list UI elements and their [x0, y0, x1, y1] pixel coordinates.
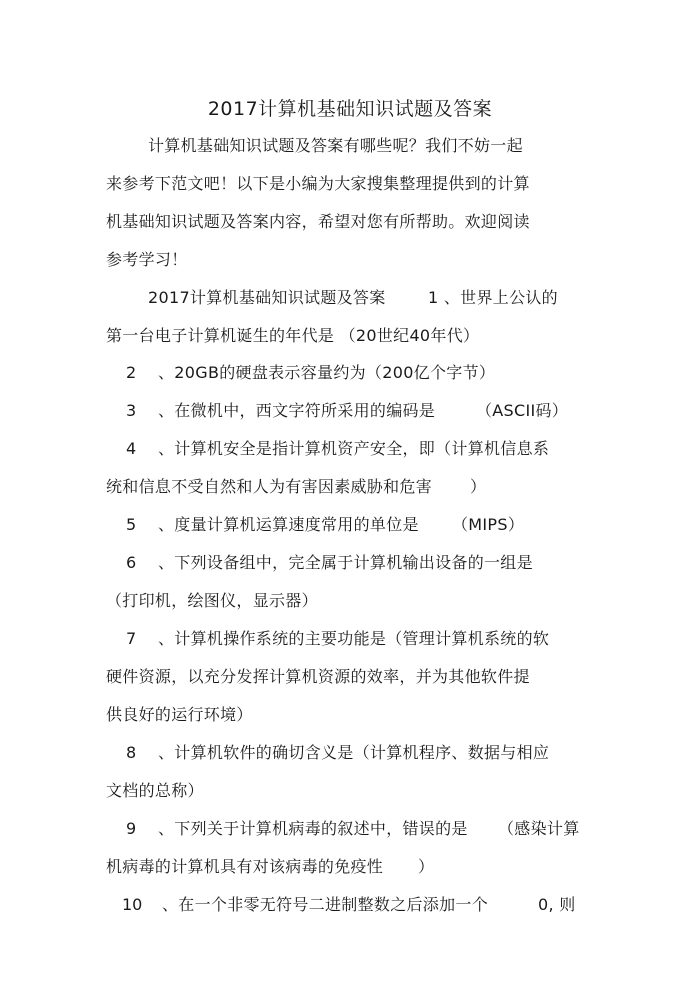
intro-line-2: 来参考下范文吧！以下是小编为大家搜集整理提供到的计算: [106, 174, 530, 193]
q9-text-line-2: 机病毒的计算机具有对该病毒的免疫性: [106, 857, 384, 876]
q7-text-line-3: 供良好的运行环境）: [106, 705, 253, 724]
q10-text: 、在一个非零无符号二进制整数之后添加一个: [162, 895, 489, 914]
q10-text-tail: 0, 则: [538, 895, 576, 914]
q8-text-line-2: 文档的总称）: [106, 781, 204, 800]
q6-answer: （打印机，绘图仪，显示器）: [106, 591, 318, 610]
q7-number: 7: [126, 629, 137, 648]
q5-answer: （MIPS）: [452, 515, 525, 534]
q5-text: 、度量计算机运算速度常用的单位是: [158, 515, 419, 534]
q3-text: 、在微机中，西文字符所采用的编码是: [158, 401, 436, 420]
q2-text: 、20GB的硬盘表示容量约为（200亿个字节）: [158, 363, 496, 382]
q4-text-line-2: 统和信息不受自然和人为有害因素威胁和危害: [106, 477, 433, 496]
q6-text: 、下列设备组中，完全属于计算机输出设备的一组是: [158, 553, 533, 572]
q8-text: 、计算机软件的确切含义是（计算机程序、数据与相应: [158, 743, 550, 762]
q4-text: 、计算机安全是指计算机资产安全，即（计算机信息系: [158, 439, 550, 458]
q3-answer: （ASCII码）: [476, 401, 569, 420]
q5-number: 5: [126, 515, 137, 534]
q3-number: 3: [126, 401, 137, 420]
q2-number: 2: [126, 363, 137, 382]
q1-question-start: 1 、世界上公认的: [428, 288, 558, 307]
q9-number: 9: [126, 819, 137, 838]
intro-line-4: 参考学习！: [106, 250, 188, 269]
q7-text-line-2: 硬件资源，以充分发挥计算机资源的效率，并为其他软件提: [106, 667, 530, 686]
q1-heading: 2017计算机基础知识试题及答案: [148, 288, 386, 307]
intro-line-3: 机基础知识试题及答案内容，希望对您有所帮助。欢迎阅读: [106, 212, 530, 231]
q1-question-rest: 第一台电子计算机诞生的年代是 （20世纪40年代）: [106, 326, 480, 345]
q9-text: 、下列关于计算机病毒的叙述中，错误的是: [158, 819, 468, 838]
q9-answer-start: （感染计算: [498, 819, 580, 838]
q10-number: 10: [122, 895, 143, 914]
q8-number: 8: [126, 743, 137, 762]
intro-line-1: 计算机基础知识试题及答案有哪些呢？我们不妨一起: [148, 136, 523, 155]
document-title: 2017计算机基础知识试题及答案: [207, 98, 493, 120]
q9-close-paren: ）: [418, 857, 435, 876]
q4-close-paren: ）: [470, 477, 487, 496]
q6-number: 6: [126, 553, 137, 572]
q4-number: 4: [126, 439, 137, 458]
q7-text: 、计算机操作系统的主要功能是（管理计算机系统的软: [158, 629, 550, 648]
